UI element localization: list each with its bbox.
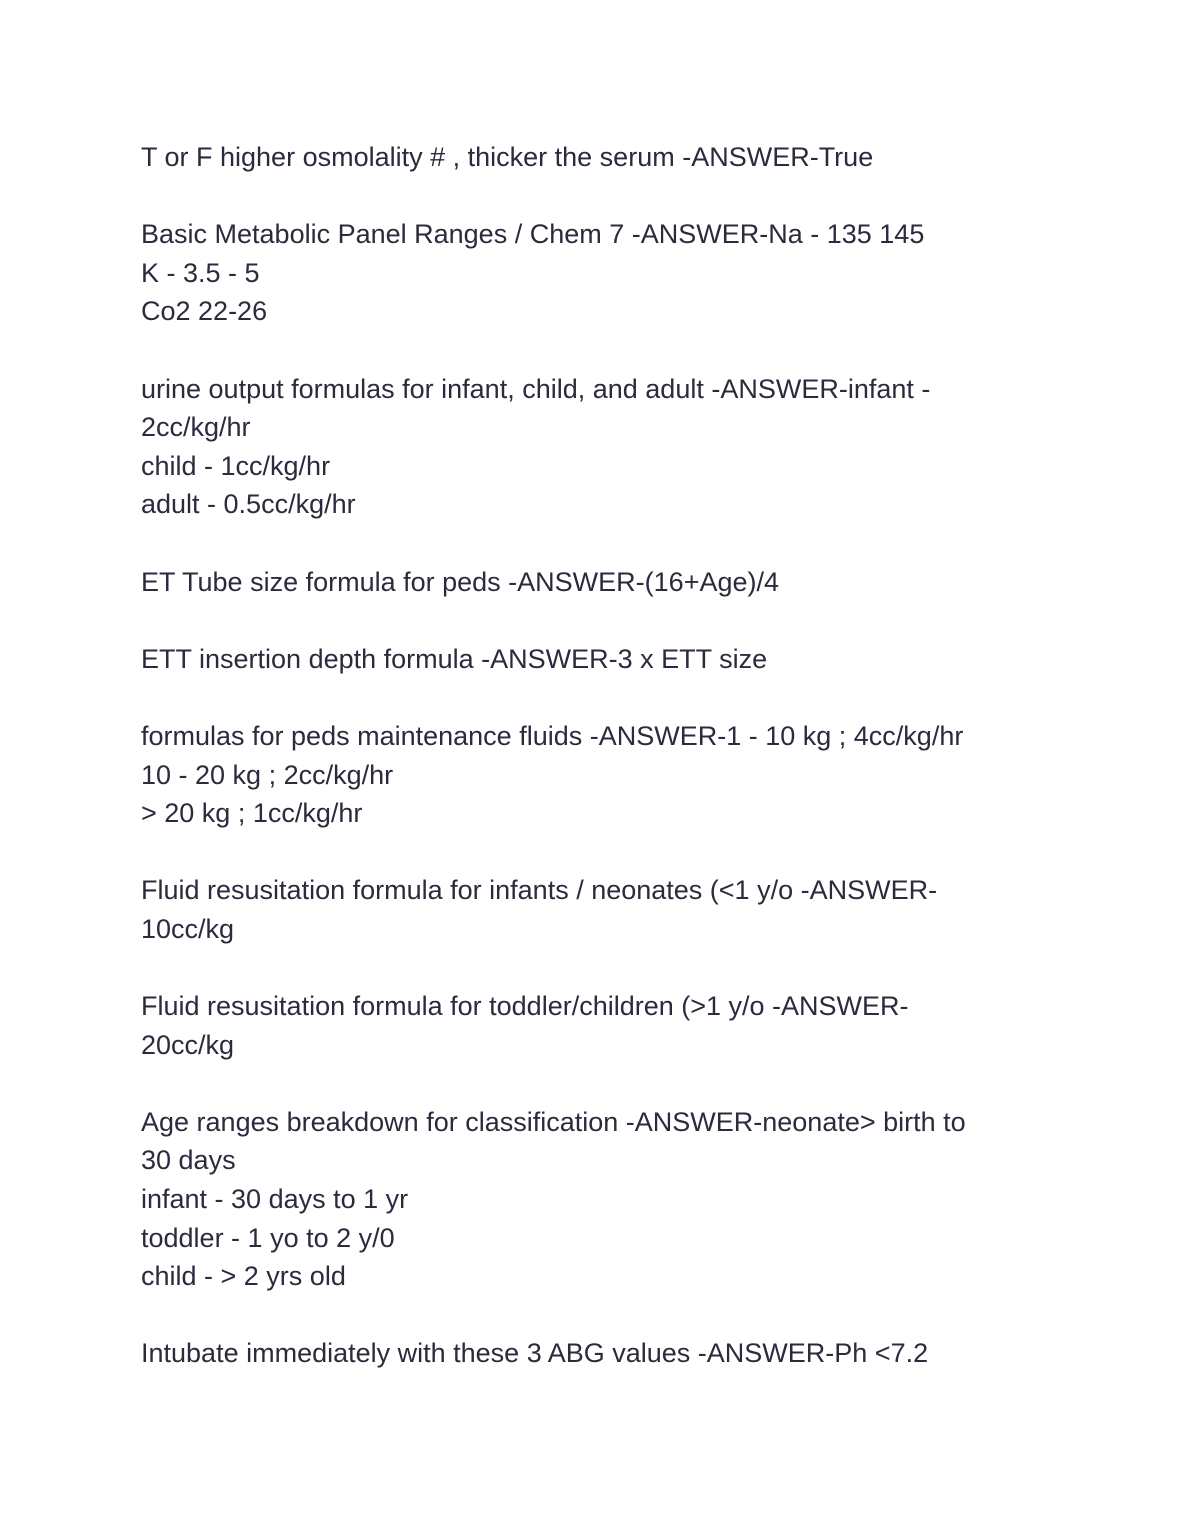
text-line: infant - 30 days to 1 yr xyxy=(141,1184,409,1215)
text-line: Intubate immediately with these 3 ABG values -ANSWER-Ph <7.2 xyxy=(141,1338,929,1369)
text-line: child - 1cc/kg/hr xyxy=(141,450,331,481)
text-line: K - 3.5 - 5 xyxy=(141,257,260,288)
text-line: 10 - 20 kg ; 2cc/kg/hr xyxy=(141,759,394,790)
qa-entry-urine-output xyxy=(141,370,1041,524)
text-line: urine output formulas for infant, child, and adult -ANSWER-infant - xyxy=(141,373,931,404)
text-line: Co2 22-26 xyxy=(141,296,268,327)
qa-entry-osmolality xyxy=(141,138,1041,177)
text-line: Age ranges breakdown for classification -ANSWER-neonate> birth to xyxy=(141,1106,966,1137)
text-line: toddler - 1 yo to 2 y/0 xyxy=(141,1222,395,1253)
text-line: formulas for peds maintenance fluids -ANSWER-1 - 10 kg ; 4cc/kg/hr xyxy=(141,720,964,751)
text-line: ET Tube size formula for peds -ANSWER-(16+Age)/4 xyxy=(141,566,780,597)
text-line: child - > 2 yrs old xyxy=(141,1261,346,1292)
qa-entry-metabolic-panel xyxy=(141,215,1041,331)
qa-entry-resuscitation-children xyxy=(141,987,1041,1064)
text-line: Fluid resusitation formula for toddler/children (>1 y/o -ANSWER- xyxy=(141,991,909,1022)
text-line: Basic Metabolic Panel Ranges / Chem 7 -ANSWER-Na - 135 145 xyxy=(141,219,925,250)
text-line: 10cc/kg xyxy=(141,913,235,944)
qa-entry-maintenance-fluids xyxy=(141,717,1041,833)
text-line: Fluid resusitation formula for infants / neonates (<1 y/o -ANSWER- xyxy=(141,875,938,906)
text-line: adult - 0.5cc/kg/hr xyxy=(141,489,356,520)
qa-entry-et-tube-size xyxy=(141,563,1041,602)
text-line: ETT insertion depth formula -ANSWER-3 x ETT size xyxy=(141,643,768,674)
text-line: 20cc/kg xyxy=(141,1029,235,1060)
qa-entry-intubate-abg xyxy=(141,1334,1041,1373)
qa-entry-age-ranges xyxy=(141,1103,1041,1296)
qa-entry-resuscitation-infants xyxy=(141,871,1041,948)
document-body xyxy=(141,138,1041,1412)
qa-entry-ett-depth xyxy=(141,640,1041,679)
text-line: T or F higher osmolality # , thicker the serum -ANSWER-True xyxy=(141,142,874,172)
text-line: 30 days xyxy=(141,1145,236,1176)
text-line: > 20 kg ; 1cc/kg/hr xyxy=(141,798,363,829)
text-line: 2cc/kg/hr xyxy=(141,412,251,443)
